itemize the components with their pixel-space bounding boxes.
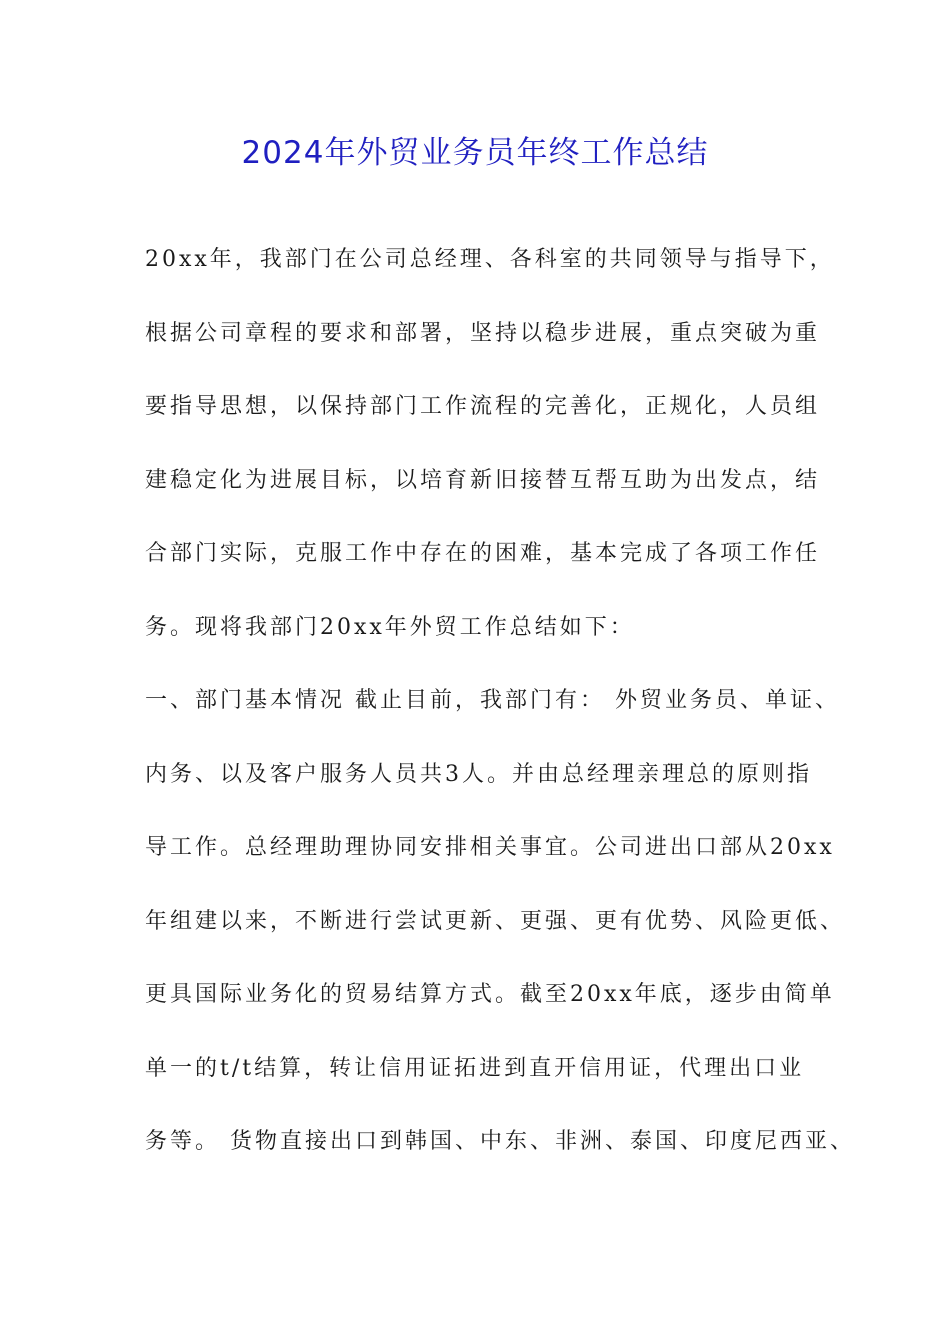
- body-line: 建稳定化为进展目标，以培育新旧接替互帮互助为出发点，结: [145, 467, 821, 493]
- document-title: 2024年外贸业务员年终工作总结: [241, 135, 709, 171]
- body-line: 年组建以来，不断进行尝试更新、更强、更有优势、风险更低、: [145, 908, 846, 934]
- body-line: 导工作。总经理助理协同安排相关事宜。公司进出口部从20xx: [145, 835, 835, 860]
- body-line: 务等。 货物直接出口到韩国、中东、非洲、泰国、印度尼西亚、: [145, 1129, 855, 1154]
- body-line: 务。现将我部门20xx年外贸工作总结如下：: [145, 614, 635, 640]
- body-line: 根据公司章程的要求和部署，坚持以稳步进展，重点突破为重: [145, 320, 821, 346]
- body-line: 内务、以及客户服务人员共3人。并由总经理亲理总的原则指: [145, 761, 812, 787]
- body-line: 更具国际业务化的贸易结算方式。截至20xx年底，逐步由简单: [145, 982, 835, 1007]
- body-line: 一、部门基本情况 截止目前，我部门有： 外贸业务员、单证、: [145, 688, 840, 713]
- document-body: [145, 240, 855, 1196]
- body-line: 单一的t/t结算，转让信用证拓进到直开信用证，代理出口业: [145, 1055, 805, 1081]
- body-line: 合部门实际，克服工作中存在的困难，基本完成了各项工作任: [145, 541, 821, 566]
- body-line: 20xx年，我部门在公司总经理、各科室的共同领导与指导下，: [145, 247, 835, 272]
- body-line: 要指导思想，以保持部门工作流程的完善化，正规化，人员组: [145, 394, 821, 419]
